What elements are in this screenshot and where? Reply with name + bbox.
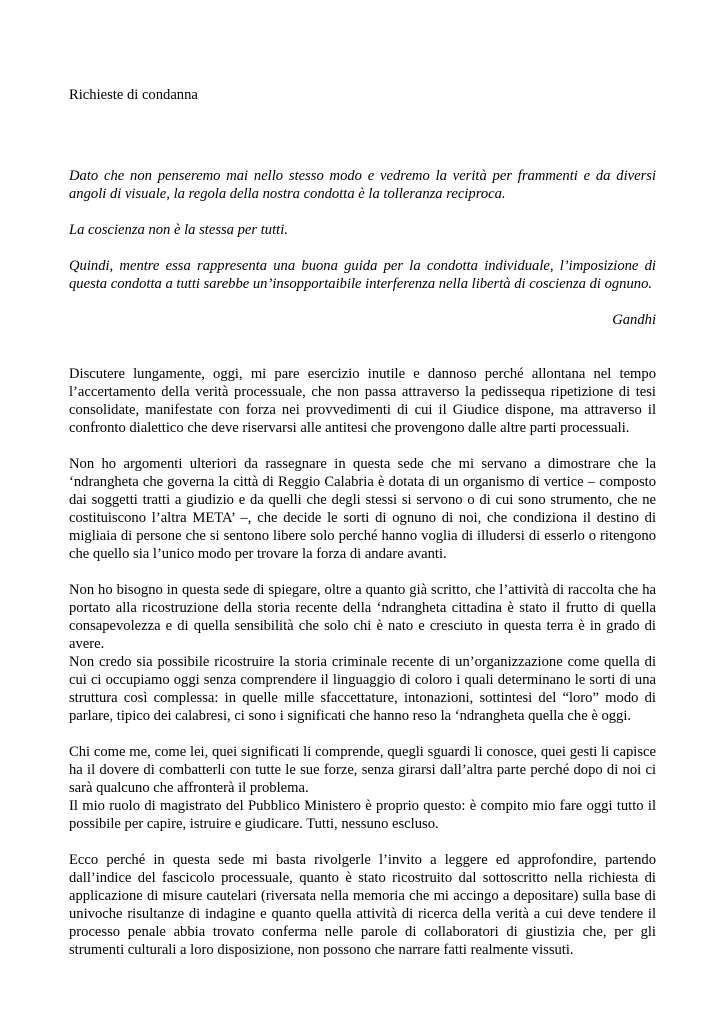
quote-line: Quindi, mentre essa rappresenta una buona guida per la condotta individuale, l’imposizione di questa condotta a tutti sarebbe un’insopportaibile interferenza nella libertà di coscienza di ognuno.: [69, 258, 656, 292]
body-paragraph: Il mio ruolo di magistrato del Pubblico Ministero è proprio questo: è compito mio fare oggi tutto il possibile per capire, istruire e giudicare. Tutti, nessuno escluso.: [69, 798, 656, 832]
epigraph-quote: [69, 167, 656, 329]
quote-line: La coscienza non è la stessa per tutti.: [69, 222, 288, 238]
body-paragraph: Chi come me, come lei, quei significati li comprende, quegli sguardi li conosce, quei gesti li capisce ha il dovere di combatterli con tutte le sue forze, senza girarsi dall’altra parte perché dopo di noi ci sarà qualcuno che affronterà il problema.: [69, 744, 656, 796]
quote-author: Gandhi: [612, 312, 656, 328]
body-paragraph: Non credo sia possibile ricostruire la storia criminale recente di un’organizzazione come quella di cui ci occupiamo oggi senza comprendere il linguaggio di coloro i quali determinano le sorti di una struttura così complessa: in quelle mille sfaccettature, intonazioni, sottintesi del “loro” modo di parlare, tipico dei calabresi, ci sono i significati che hanno reso la ‘ndrangheta quella che è oggi.: [69, 654, 656, 724]
body-paragraph: Discutere lungamente, oggi, mi pare esercizio inutile e dannoso perché allontana nel tempo l’accertamento della verità processuale, che non passa attraverso la pedissequa ripetizione di tesi consolidate, manifestate con forza nei provvedimenti di cui il Giudice dispone, ma attraverso il confronto dialettico che deve riservarsi alle antitesi che provengono dalle altre parti processuali.: [69, 366, 656, 436]
body-paragraph: Non ho argomenti ulteriori da rassegnare in questa sede che mi servano a dimostrare che la ‘ndrangheta che governa la città di Reggio Calabria è dotata di un organismo di vertice – composto dai soggetti tratti a giudizio e da quelli che degli stessi si servono o di cui sono strumento, che ne costituiscono l’altra META’ –, che decide le sorti di ognuno di noi, che condiziona il destino di migliaia di persone che si sentono libere solo perché hanno voglia di illudersi di esserlo o ritengono che quello sia l’unico modo per trovare la forza di andare avanti.: [69, 456, 656, 562]
body-paragraph: Non ho bisogno in questa sede di spiegare, oltre a quanto già scritto, che l’attività di raccolta che ha portato alla ricostruzione della storia recente della ‘ndrangheta cittadina è stato il frutto di quella consapevolezza e di quella sensibilità che solo chi è nato e cresciuto in questa terra è in grado di avere.: [69, 582, 656, 652]
document-heading: Richieste di condanna: [69, 87, 198, 103]
document-page: [69, 86, 656, 977]
quote-line: Dato che non penseremo mai nello stesso modo e vedremo la verità per frammenti e da diversi angoli di visuale, la regola della nostra condotta è la tolleranza reciproca.: [69, 168, 656, 202]
document-body: [69, 365, 656, 959]
body-paragraph: Ecco perché in questa sede mi basta rivolgerle l’invito a leggere ed approfondire, partendo dall’indice del fascicolo processuale, quanto è stato ricostruito dal sottoscritto nella richiesta di applicazione di misure cautelari (riversata nella memoria che mi accingo a depositare) sulla base di univoche risultanze di indagine e quanto quella attività di ricerca della verità a cui deve tendere il processo penale abbia trovato conferma nelle parole di collaboratori di giustizia che, per gli strumenti culturali a loro disposizione, non possono che narrare fatti realmente vissuti.: [69, 852, 656, 958]
